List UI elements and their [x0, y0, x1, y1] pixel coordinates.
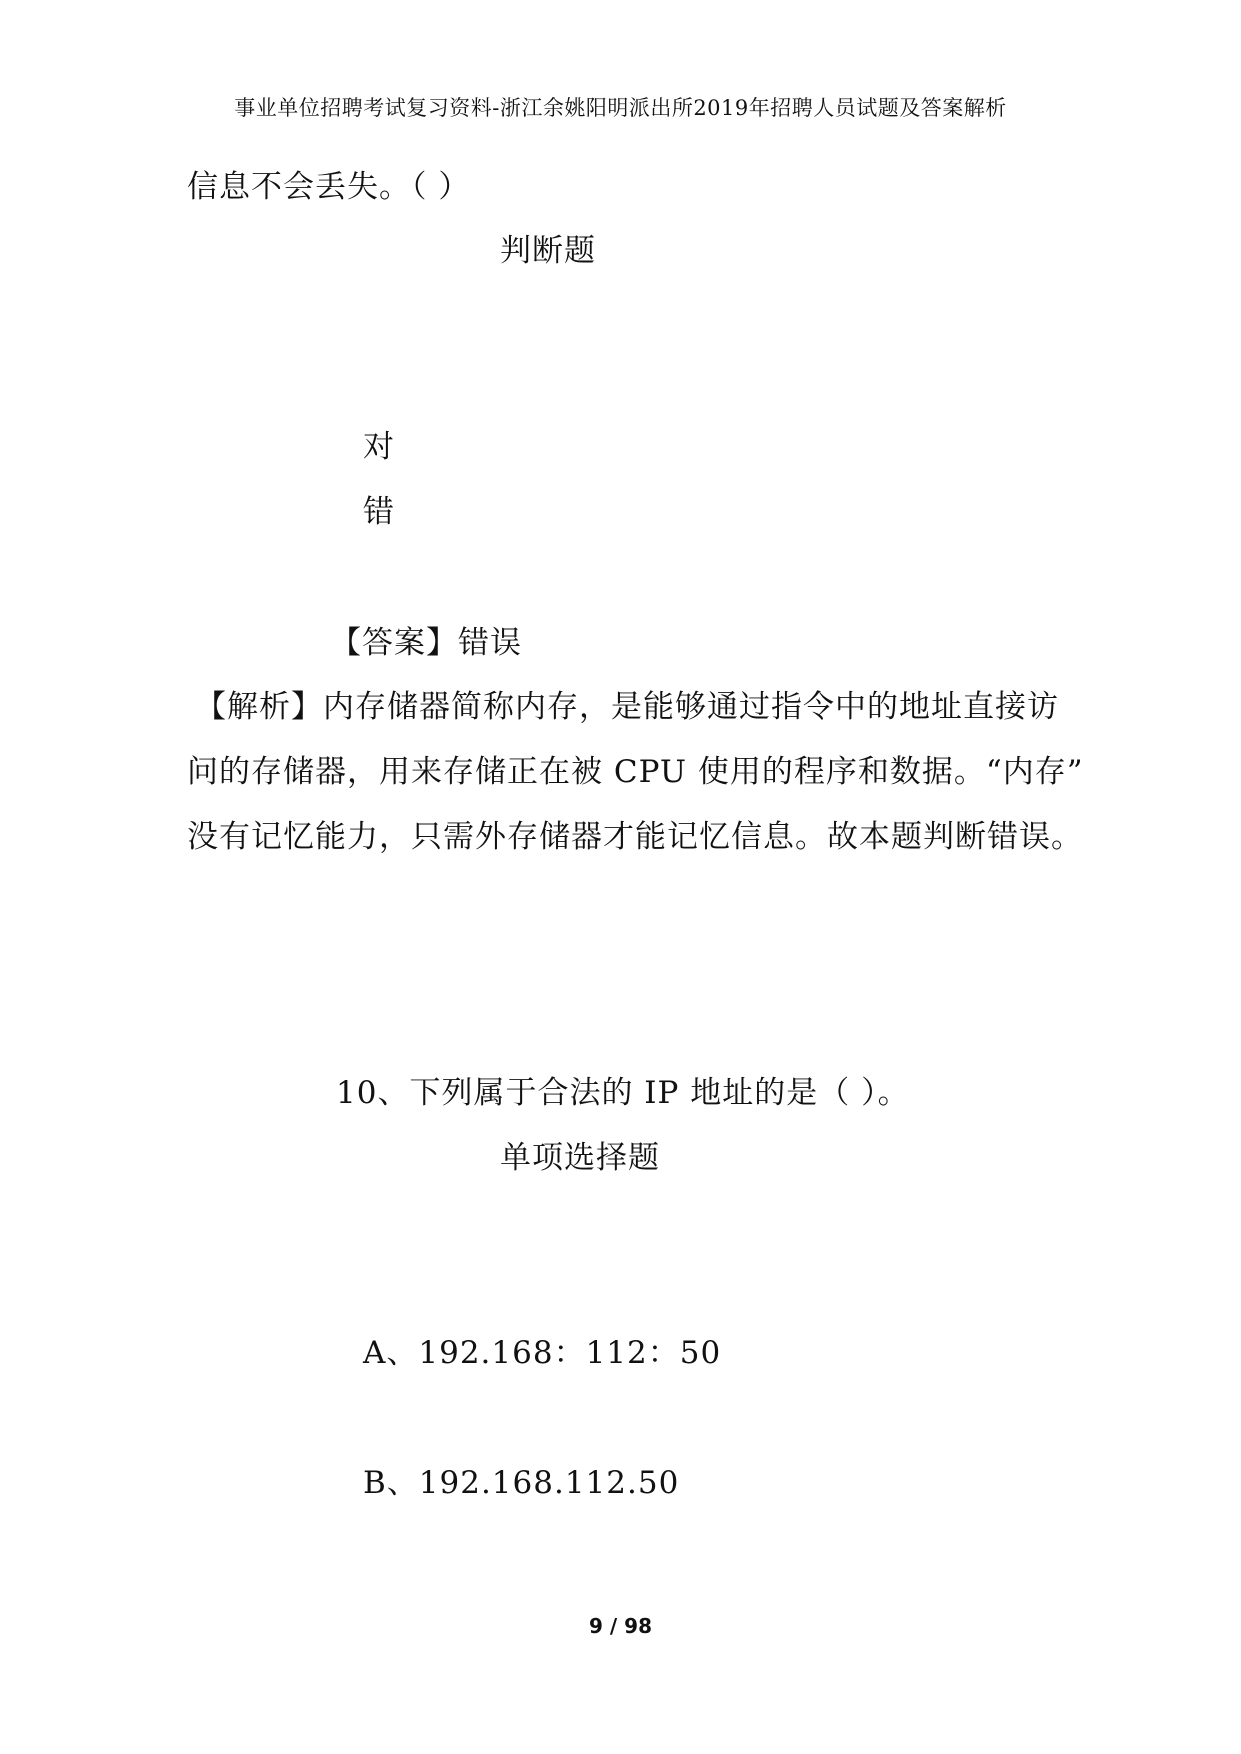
explanation-line-2: 问的存储器，用来存储正在被 CPU 使用的程序和数据。“内存” [187, 754, 1084, 790]
option-false: 错 [363, 494, 395, 530]
option-a: A、192.168：112：50 [363, 1335, 722, 1371]
question-9-type: 判断题 [500, 233, 596, 269]
page-number: 9 / 98 [589, 1614, 652, 1638]
explanation-line-1: 【解析】内存储器简称内存，是能够通过指令中的地址直接访 [195, 689, 1059, 725]
explanation-line-3: 没有记忆能力，只需外存储器才能记忆信息。故本题判断错误。 [187, 819, 1083, 855]
option-b: B、192.168.112.50 [363, 1465, 680, 1501]
question-10-type: 单项选择题 [500, 1140, 660, 1176]
option-true: 对 [363, 429, 395, 465]
page-header: 事业单位招聘考试复习资料-浙江余姚阳明派出所2019年招聘人员试题及答案解析 [234, 96, 1007, 120]
answer-line: 【答案】错误 [330, 625, 522, 661]
question-10-stem: 10、下列属于合法的 IP 地址的是（ ）。 [336, 1075, 910, 1111]
question-9-tail: 信息不会丢失。（ ） [187, 169, 471, 205]
